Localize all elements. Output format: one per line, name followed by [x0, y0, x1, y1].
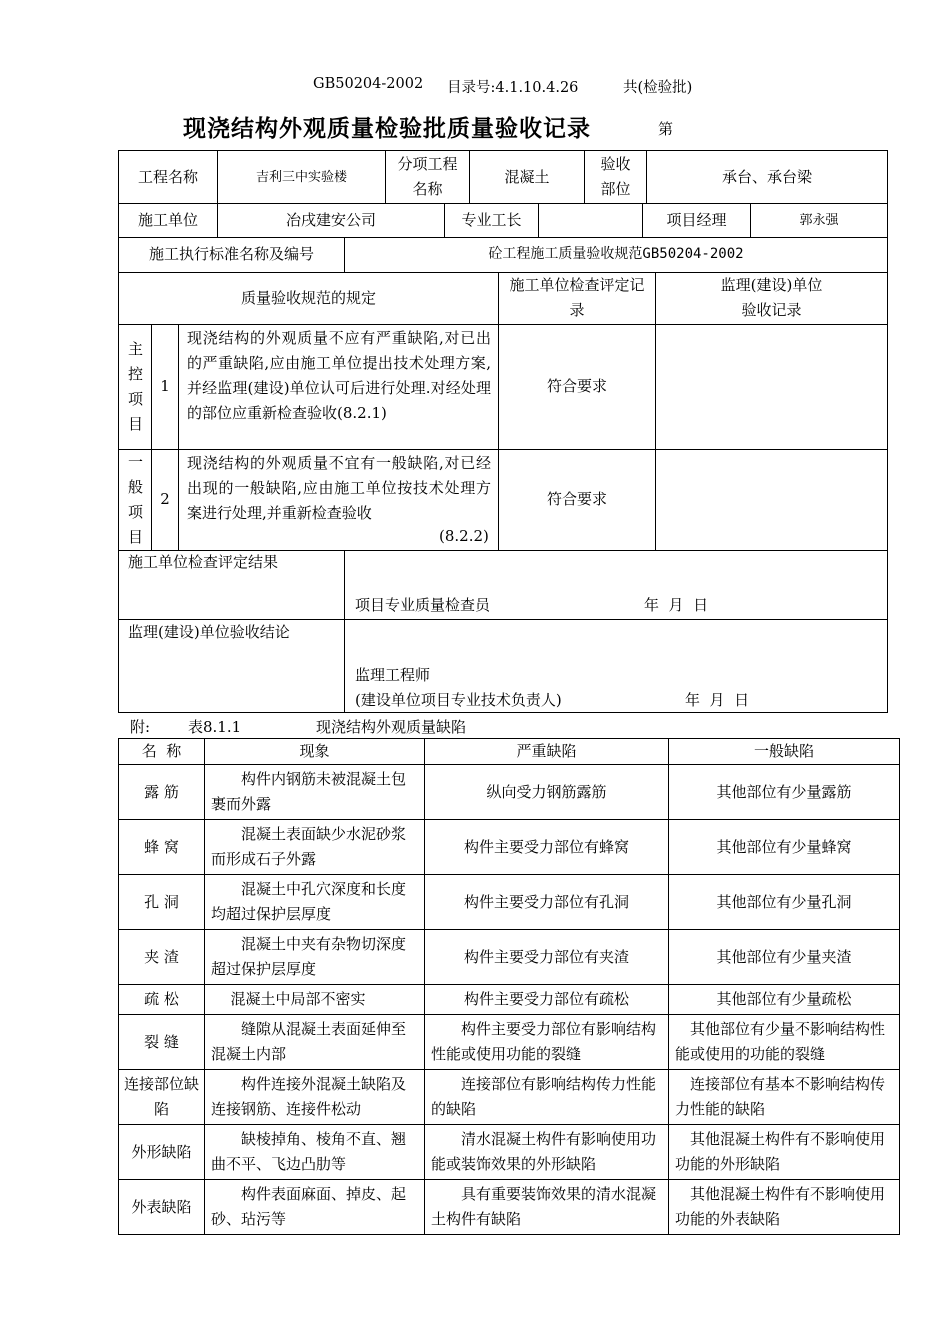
defect-phenomenon: 混凝土中夹有杂物切深度超过保护层厚度	[205, 930, 425, 985]
table-row	[119, 875, 900, 930]
defect-serious: 构件主要受力部位有孔洞	[425, 875, 669, 930]
page-title: 现浇结构外观质量检验批质量验收记录	[183, 115, 591, 142]
defect-serious: 构件主要受力部位有夹渣	[425, 930, 669, 985]
defect-general: 其他部位有少量不影响结构性能或使用的功能的裂缝	[669, 1015, 900, 1070]
spec-header: 质量验收规范的规定	[240, 288, 376, 307]
table-row	[119, 765, 900, 820]
standard-label: 施工执行标准名称及编号	[148, 245, 314, 263]
project-name-label: 工程名称	[137, 167, 198, 186]
general-item-label: 一般项目	[128, 452, 144, 546]
defects-table	[118, 738, 900, 1235]
conclusion-label: 监理(建设)单位验收结论	[128, 623, 290, 641]
sub-item-label: 分项工程名称	[397, 155, 458, 198]
defect-general: 其他部位有少量蜂窝	[669, 820, 900, 875]
defect-name: 夹 渣	[119, 930, 205, 985]
defect-phenomenon: 构件表面麻面、掉皮、起砂、玷污等	[205, 1180, 425, 1235]
defect-name: 露 筋	[119, 765, 205, 820]
project-name-value: 吉利三中实验楼	[255, 169, 347, 185]
defect-general: 其他部位有少量孔洞	[669, 875, 900, 930]
catalog-number: 目录号:4.1.10.4.26	[447, 80, 579, 96]
standard-value: 砼工程施工质量验收规范GB50204-2002	[488, 246, 744, 262]
supervision-header: 监理(建设)单位验收记录	[720, 276, 823, 319]
defect-general: 其他混凝土构件有不影响使用功能的外表缺陷	[669, 1180, 900, 1235]
foreman-label: 专业工长	[461, 210, 522, 229]
check-header: 施工单位检查评定记录	[509, 276, 645, 319]
defect-name: 外表缺陷	[119, 1180, 205, 1235]
defect-general: 其他部位有少量疏松	[669, 985, 900, 1015]
defect-name: 孔 洞	[119, 875, 205, 930]
manager-value: 郭永强	[799, 212, 839, 228]
inspector-date: 年 月 日	[644, 596, 709, 614]
owner-label: (建设单位项目专业技术负责人)	[355, 691, 562, 709]
contractor-label: 施工单位	[137, 210, 198, 229]
defect-serious: 清水混凝土构件有影响使用功能或装饰效果的外形缺陷	[425, 1125, 669, 1180]
defect-serious: 构件主要受力部位有疏松	[425, 985, 669, 1015]
total-batch: 共(检验批)	[623, 80, 693, 96]
result-label: 施工单位检查评定结果	[128, 553, 279, 571]
inspection-form	[118, 150, 888, 713]
note-table-title: 现浇结构外观质量缺陷	[316, 718, 467, 736]
table-header-row	[119, 739, 900, 765]
table-row	[119, 1015, 900, 1070]
table-row	[119, 1125, 900, 1180]
table-row	[119, 930, 900, 985]
defect-name: 裂 缝	[119, 1015, 205, 1070]
defect-phenomenon: 缝隙从混凝土表面延伸至混凝土内部	[205, 1015, 425, 1070]
note-prefix: 附:	[130, 718, 151, 736]
defect-name: 连接部位缺 陷	[119, 1070, 205, 1125]
inspector-label: 项目专业质量检查员	[355, 596, 491, 614]
defect-serious: 连接部位有影响结构传力性能的缺陷	[425, 1070, 669, 1125]
header-serious: 严重缺陷	[425, 739, 669, 765]
general-item-no: 2	[160, 490, 170, 508]
defect-serious: 具有重要装饰效果的清水混凝土构件有缺陷	[425, 1180, 669, 1235]
defect-phenomenon: 构件内钢筋未被混凝土包裹而外露	[205, 765, 425, 820]
sub-item-value: 混凝土	[504, 167, 550, 186]
conclusion-date: 年 月 日	[685, 691, 750, 709]
standard-code: GB50204-2002	[313, 76, 424, 92]
manager-label: 项目经理	[666, 210, 727, 229]
defect-name: 外形缺陷	[119, 1125, 205, 1180]
table-row	[119, 820, 900, 875]
defect-serious: 纵向受力钢筋露筋	[425, 765, 669, 820]
defect-serious: 构件主要受力部位有蜂窝	[425, 820, 669, 875]
defect-phenomenon: 混凝土中孔穴深度和长度均超过保护层厚度	[205, 875, 425, 930]
defect-serious: 构件主要受力部位有影响结构性能或使用功能的裂缝	[425, 1015, 669, 1070]
table-row	[119, 1180, 900, 1235]
defect-name: 蜂 窝	[119, 820, 205, 875]
title-suffix: 第	[658, 120, 674, 138]
foreman-value	[539, 203, 642, 237]
note-table-no: 表8.1.1	[188, 718, 242, 736]
defect-phenomenon: 构件连接外混凝土缺陷及连接钢筋、连接件松动	[205, 1070, 425, 1125]
general-item-ref: (8.2.2)	[439, 527, 489, 545]
defect-phenomenon: 缺棱掉角、棱角不直、翘曲不平、飞边凸肋等	[205, 1125, 425, 1180]
engineer-label: 监理工程师	[355, 666, 431, 684]
defect-general: 其他部位有少量夹渣	[669, 930, 900, 985]
part-label: 验收部位	[600, 155, 631, 198]
defect-phenomenon: 混凝土中局部不密实	[205, 985, 425, 1015]
general-item-text: 现浇结构的外观质量不宜有一般缺陷,对已经出现的一般缺陷,应由施工单位按技术处理方案进行处理,并重新检查验收	[187, 454, 491, 522]
main-control-label: 主控项目	[128, 339, 144, 433]
part-value: 承台、承台梁	[721, 167, 812, 186]
defect-general: 其他部位有少量露筋	[669, 765, 900, 820]
table-row	[119, 985, 900, 1015]
general-item-result: 符合要求	[546, 490, 607, 508]
main-control-no: 1	[160, 377, 170, 395]
header-phenomenon: 现象	[205, 739, 425, 765]
defect-general: 其他混凝土构件有不影响使用功能的外形缺陷	[669, 1125, 900, 1180]
document-header	[0, 76, 950, 98]
defect-phenomenon: 混凝土表面缺少水泥砂浆而形成石子外露	[205, 820, 425, 875]
defect-general: 连接部位有基本不影响结构传力性能的缺陷	[669, 1070, 900, 1125]
header-general: 一般缺陷	[669, 739, 900, 765]
defect-name: 疏 松	[119, 985, 205, 1015]
table-row	[119, 1070, 900, 1125]
contractor-value: 冶戌建安公司	[285, 210, 376, 229]
header-name: 名 称	[119, 739, 205, 765]
main-control-result: 符合要求	[546, 377, 607, 395]
main-control-text: 现浇结构的外观质量不应有严重缺陷,对已出的严重缺陷,应由施工单位提出技术处理方案,并经监理(建设)单位认可后进行处理.对经处理的部位应重新检查验收(8.2.1)	[187, 329, 491, 422]
